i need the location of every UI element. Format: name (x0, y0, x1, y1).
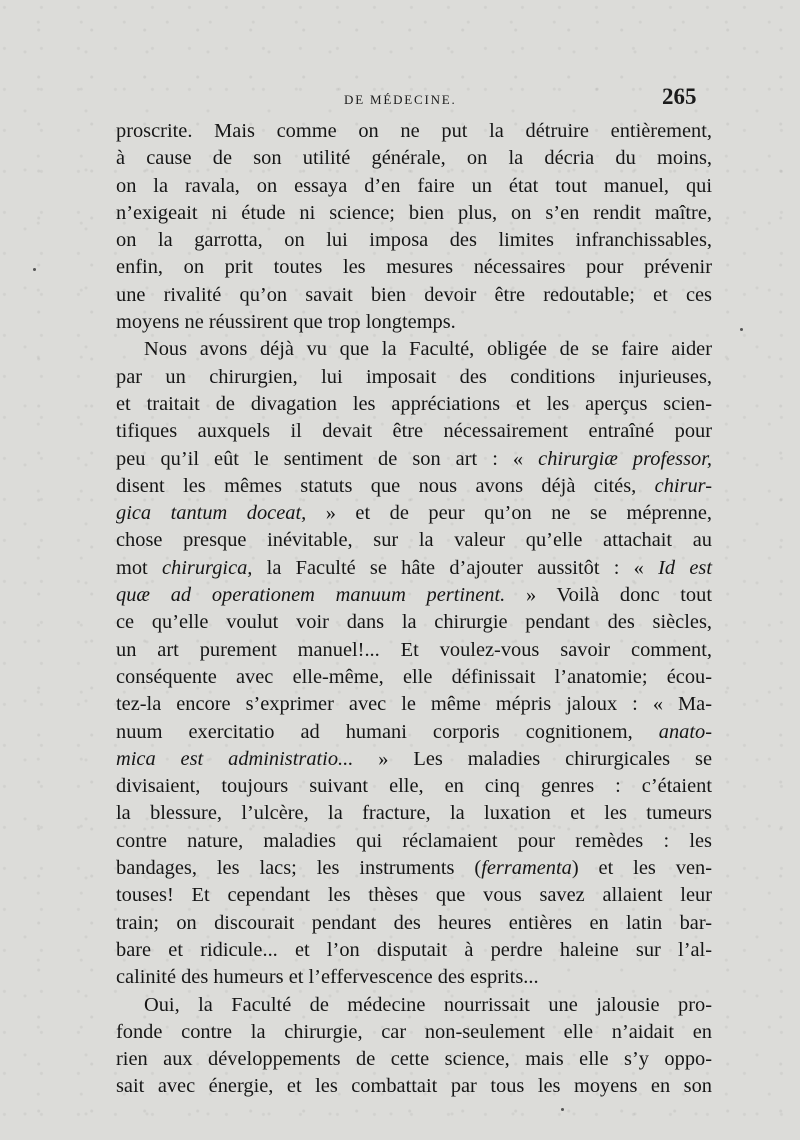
text-line: une rivalité qu’on savait bien devoir être redoutable; et ces (116, 283, 712, 306)
paragraph (116, 336, 712, 991)
text-line: on la garrotta, on lui imposa des limites infranchissables, (116, 229, 712, 252)
text-line (116, 500, 712, 527)
latin-quote: Id est (658, 556, 713, 579)
latin-quote: quæ ad operationem manuum pertinent. (116, 584, 506, 607)
text-line: on la ravala, on essaya d’en faire un état tout manuel, qui (116, 174, 712, 197)
ink-speck (33, 268, 36, 271)
text-line: contre nature, maladies qui réclamaient pour remèdes : les (116, 829, 712, 852)
text-run: bandages, les lacs; les instruments ( (116, 857, 482, 880)
latin-term: ferramenta (481, 857, 572, 880)
text-line: tifiques auxquels il devait être nécessairement entraîné pour (116, 420, 712, 443)
running-head (0, 84, 800, 114)
page-number: 265 (662, 84, 697, 109)
text-line: proscrite. Mais comme on ne put la détruire entièrement, (116, 120, 712, 142)
text-run: la Faculté se hâte d’ajouter aussitôt : « (252, 556, 659, 579)
paragraph (116, 118, 712, 336)
text-run: » et de peur qu’on ne se méprenne, (306, 502, 712, 525)
text-line (116, 855, 712, 882)
text-run: disent les mêmes statuts que nous avons déjà cités, (116, 474, 655, 497)
text-line: par un chirurgien, lui imposait des conditions injurieuses, (116, 365, 712, 388)
text-run: ) et les ven- (571, 857, 712, 880)
latin-quote: anato- (658, 720, 712, 743)
text-run: peu qu’il eût le sentiment de son art : « (116, 447, 539, 470)
text-line: moyens ne réussirent que trop longtemps. (116, 311, 456, 334)
text-line (116, 473, 712, 500)
text-line: la blessure, l’ulcère, la fracture, la luxation et les tumeurs (116, 802, 712, 825)
text-line: train; on discourait pendant des heures entières en latin bar- (116, 911, 712, 934)
text-line (116, 582, 712, 609)
text-line (116, 555, 712, 582)
text-line: conséquente avec elle-même, elle définissait l’anatomie; écou- (116, 665, 712, 688)
running-title: DE MÉDECINE. (344, 92, 457, 107)
text-line: calinité des humeurs et l’effervescence des esprits... (116, 966, 539, 989)
text-run: nuum exercitatio ad humani corporis cognitionem, (116, 720, 659, 743)
text-line: Nous avons déjà vu que la Faculté, obligée de se faire aider (144, 338, 712, 361)
latin-quote: mica est administratio... (116, 747, 354, 770)
text-line (116, 719, 712, 746)
text-line (116, 446, 712, 473)
text-line (116, 746, 712, 773)
text-line: et traitait de divagation les appréciations et les aperçus scien- (116, 392, 712, 415)
text-line: rien aux développements de cette science, mais elle s’y oppo- (116, 1048, 712, 1071)
text-line: bare et ridicule... et l’on disputait à perdre haleine sur l’al- (116, 938, 712, 961)
ink-speck (740, 328, 743, 331)
latin-quote: chirur- (654, 474, 712, 497)
paragraph (116, 992, 712, 1101)
text-line: n’exigeait ni étude ni science; bien plus, on s’en rendit maître, (116, 201, 712, 224)
text-run: » Les maladies chirurgicales se (353, 747, 712, 770)
text-line: chose presque inévitable, sur la valeur qu’elle attachait au (116, 529, 712, 552)
text-line: sait avec énergie, et les combattait par tous les moyens en son (116, 1075, 712, 1098)
latin-quote: gica tantum doceat, (116, 502, 307, 525)
text-line: un art purement manuel!... Et voulez-vous savoir comment, (116, 638, 712, 661)
latin-quote: chirurgiæ professor, (538, 447, 712, 470)
text-line: ce qu’elle voulut voir dans la chirurgie pendant des siècles, (116, 611, 712, 634)
text-run: mot (116, 556, 162, 579)
text-line: tez-la encore s’exprimer avec le même mépris jaloux : « Ma- (116, 693, 712, 716)
text-line: divisaient, toujours suivant elle, en cinq genres : c’étaient (116, 775, 712, 798)
text-line: Oui, la Faculté de médecine nourrissait une jalousie pro- (144, 993, 712, 1016)
text-line: enfin, on prit toutes les mesures nécessaires pour prévenir (116, 256, 712, 279)
text-run: » Voilà donc tout (505, 584, 712, 607)
ink-speck (561, 1108, 564, 1111)
text-line: touses! Et cependant les thèses que vous savez allaient leur (116, 884, 712, 907)
text-line: fonde contre la chirurgie, car non-seulement elle n’aidait en (116, 1020, 712, 1043)
text-line: à cause de son utilité générale, on la décria du moins, (116, 147, 712, 170)
body-text (116, 118, 712, 1101)
latin-quote: chirurgica, (161, 556, 253, 579)
